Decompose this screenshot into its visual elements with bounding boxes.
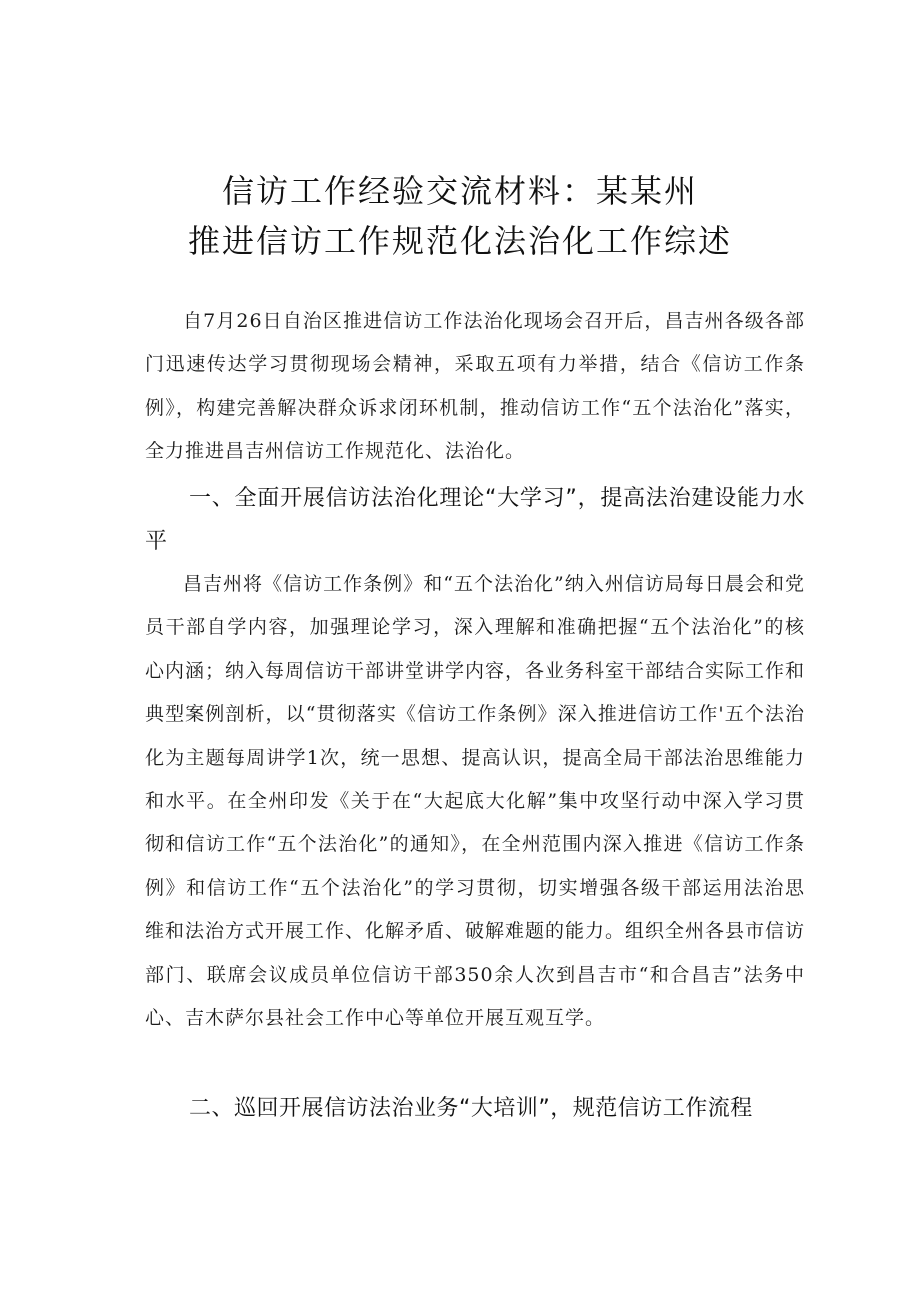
section-1-body: 昌吉州将《信访工作条例》和“五个法治化”纳入州信访局每日晨会和党员干部自学内容，加强理论学习，深入理解和准确把握“五个法治化”的核心内涵；纳入每周信访干部讲堂讲学内容，各业务科室干部结合实际工作和典型案例剖析，以“贯彻落实《信访工作条例》深入推进信访工作'五个法治化为主题每周讲学1次，统一思想、提高认识，提高全局干部法治思维能力和水平。在全州印发《关于在“大起底大化解”集中攻坚行动中深入学习贯彻和信访工作“五个法治化”的通知》，在全州范围内深入推进《信访工作条例》和信访工作“五个法治化”的学习贯彻，切实增强各级干部运用法治思维和法治方式开展工作、化解矛盾、破解难题的能力。组织全州各县市信访部门、联席会议成员单位信访干部350余人次到昌吉市“和合昌吉”法务中心、吉木萨尔县社会工作中心等单位开展互观互学。 [145,573,806,1030]
section-2-heading: 二、巡回开展信访法治业务“大培训”，规范信访工作流程 [189,1096,753,1121]
section-1-heading: 一、全面开展信访法治化理论“大学习”，提高法治建设能力水平 [145,486,806,554]
document-title-line-2: 推进信访工作规范化法治化工作综述 [187,222,732,260]
intro-paragraph: 自7月26日自治区推进信访工作法治化现场会召开后，昌吉州各级各部门迅速传达学习贯彻现场会精神，采取五项有力举措，结合《信访工作条例》，构建完善解决群众诉求闭环机制，推动信访工作“五个法治化”落实，全力推进昌吉州信访工作规范化、法治化。 [145,310,805,463]
document-title-line-1: 信访工作经验交流材料：某某州 [221,172,698,210]
